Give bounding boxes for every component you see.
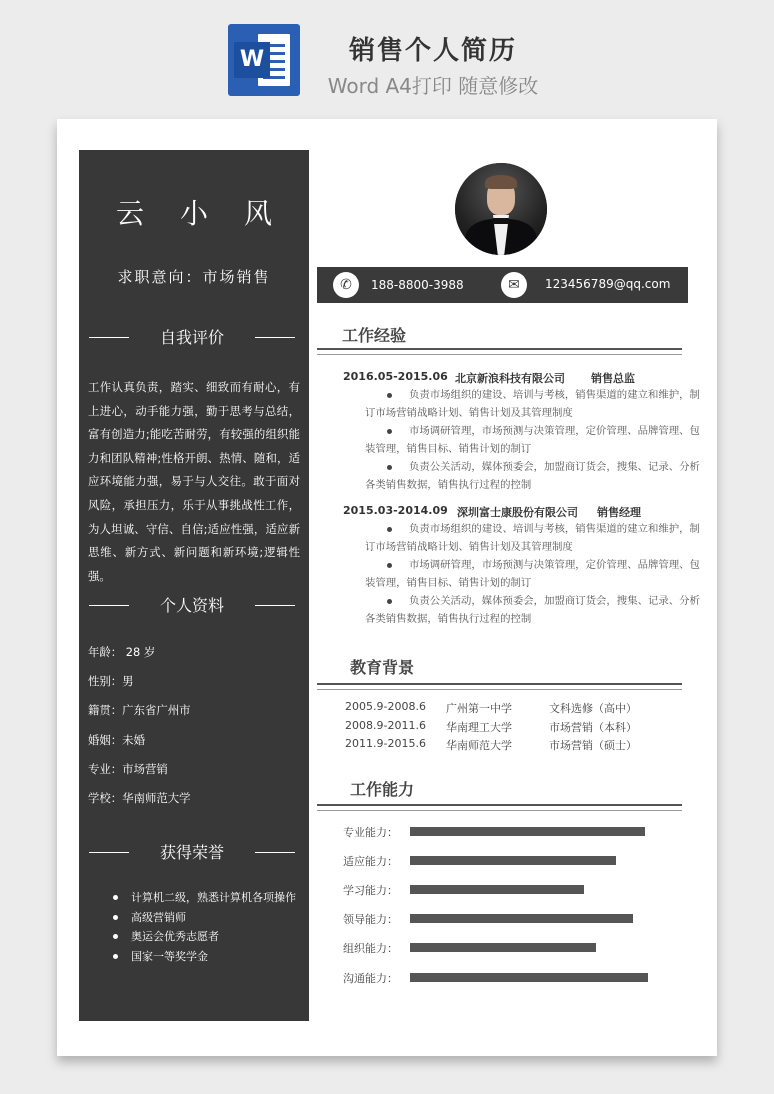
skill-row <box>343 939 663 957</box>
job-position: 销售经理 <box>597 506 641 519</box>
banner <box>0 0 774 118</box>
skill-label: 专业能力： <box>343 826 398 839</box>
job-position: 销售总监 <box>591 372 635 385</box>
contact-bar <box>317 267 688 303</box>
info-marital: 婚姻：未婚 <box>88 733 145 747</box>
section-honors: 获得荣誉 <box>89 841 295 865</box>
job-duty: 负责公关活动，媒体预委会，加盟商订货会，搜集、记录、分析各类销售数据，销售执行过程的控制 <box>365 461 700 491</box>
job-duty: 负责公关活动，媒体预委会，加盟商订货会，搜集、记录、分析各类销售数据，销售执行过程的控制 <box>365 595 700 625</box>
info-school: 学校：华南师范大学 <box>88 791 191 805</box>
job-period: 2015.03-2014.09 <box>343 504 448 517</box>
job-duty: 负责市场组织的建设、培训与考核，销售渠道的建立和维护，制订市场营销战略计划、销售计划及其管理制度 <box>365 523 700 553</box>
email-address: 123456789@qq.com <box>545 277 671 291</box>
job-period: 2016.05-2015.06 <box>343 370 448 383</box>
info-major: 专业：市场营销 <box>88 762 168 776</box>
word-icon: W <box>228 24 300 96</box>
section-self-eval: 自我评价 <box>89 326 295 350</box>
honor-item: 高级营销师 <box>87 908 303 928</box>
honor-item: 计算机二级，熟悉计算机各项操作 <box>87 888 303 908</box>
skill-label: 领导能力： <box>343 913 398 926</box>
skill-bar <box>410 856 616 865</box>
education-row: 2008.9-2011.6 华南理工大学 市场营销（本科） <box>345 719 637 734</box>
skill-label: 适应能力： <box>343 855 398 868</box>
phone-icon: ✆ <box>333 272 359 298</box>
page-subtitle: Word A4打印 随意修改 <box>327 74 539 98</box>
info-gender: 性别：男 <box>88 674 134 688</box>
skill-label: 组织能力： <box>343 942 398 955</box>
job-duty: 市场调研管理，市场预测与决策管理，定价管理、品牌管理、包装管理，销售目标、销售计划的制订 <box>365 559 700 589</box>
education-row: 2005.9-2008.6 广州第一中学 文科选修（高中） <box>345 700 637 715</box>
skill-row <box>343 852 663 870</box>
skill-bar <box>410 973 648 982</box>
honors-list <box>87 888 303 966</box>
job-duty: 市场调研管理，市场预测与决策管理，定价管理、品牌管理、包装管理，销售目标、销售计划的制订 <box>365 425 700 455</box>
job-company: 北京新浪科技有限公司 <box>455 372 565 385</box>
info-hometown: 籍贯：广东省广州市 <box>88 703 191 717</box>
job-company: 深圳富士康股份有限公司 <box>457 506 578 519</box>
skill-row <box>343 969 663 987</box>
profile-photo <box>455 163 547 255</box>
candidate-name: 云小风 <box>115 197 308 230</box>
section-personal-info: 个人资料 <box>89 594 295 618</box>
skill-row <box>343 910 663 928</box>
page-title: 销售个人简历 <box>348 36 517 66</box>
sidebar <box>79 150 309 1021</box>
skill-bar <box>410 885 584 894</box>
self-eval-text: 工作认真负责，踏实、细致而有耐心，有上进心，动手能力强，勤于思考与总结，富有创造力;能吃苦耐劳，有较强的组织能力和团队精神;性格开朗、热情、随和，适应环境能力强，易于与人交往。敢于面对风险，承担压力，乐于从事挑战性工作，为人坦诚、守信、自信;适应性强，适应新思维、新方式、新问题和新环境;逻辑性强。 <box>88 380 300 583</box>
job-intent: 求职意向：市场销售 <box>117 268 271 286</box>
skill-row <box>343 881 663 899</box>
education-row: 2011.9-2015.6 华南师范大学 市场营销（硕士） <box>345 737 637 752</box>
skill-row <box>343 823 663 841</box>
skill-label: 学习能力： <box>343 884 398 897</box>
skill-bar <box>410 914 633 923</box>
resume-page: 云小风 求职意向：市场销售 自我评价 工作认真负责，踏实、细致而有耐心，有上进心，动手能力强，勤于思考与总结，富有创造力;能吃苦耐劳，有较强的组织能力和团队精神;性格开朗、热情、随和，适应环境能力强，易于与人交往。敢于面对风险，承担压力，乐于从事挑战性工作，为人坦诚、守信、自信;适应性强，适应新思维、新方式、新问题和新环境;逻辑性强。 个人资料 年龄： 28 岁 性别：男 籍贯：广东省广州市 婚姻：未婚 专业：市场营销 学校：华南师范大学 获得荣誉 计算机二级，熟悉计算机各项操作 高级营销师 奥运会优秀志愿者 国家一等奖学金 ✆ 188-8800-3988 ✉ 123456789@qq.com 工作经验 2016.05-2015.06 北京新浪科技有限公司 销售总监 负责市场组织的建设、培训与考核，销售渠道的建立和维护，制订市场营销战略计划、销售计划及其管理制度 市场调研管理，市场预测与决策管理，定价管理、品牌管理、包装管理，销售目标、销售计划的制订 负责公关活动，媒体预委会，加盟商订货会，搜集、记录、分析各类销售数据，销售执行过程的控制 2015.03-2014.09 深圳富士康股份有限公司 销售经理 负责市场组织的建设、培训与考核，销售渠道的建立和维护，制订市场营销战略计划、销售计划及其管理制度 市场调研管理，市场预测与决策管理，定价管理、品牌管理、包装管理，销售目标、销售计划的制订 负责公关活动，媒体预委会，加盟商订货会，搜集、记录、分析各类销售数据，销售执行过程的控制 教育背景 2005.9-2008.6 广州第一中学 文科选修（高中） 2008.9-2011.6 华南理工大学 市场营销（本科） 2011.9-2015.6 华南师范大学 市场营销（硕士） 工作能力 专业能力： 适应能力： 学习能力： 领导能力： 组织能力： 沟通能力： <box>57 119 717 1056</box>
info-age: 年龄： 28 岁 <box>88 645 156 659</box>
mail-icon: ✉ <box>501 272 527 298</box>
phone-number: 188-8800-3988 <box>371 278 464 292</box>
job-duty: 负责市场组织的建设、培训与考核，销售渠道的建立和维护，制订市场营销战略计划、销售计划及其管理制度 <box>365 389 700 419</box>
skill-label: 沟通能力： <box>343 972 398 985</box>
skill-bar <box>410 827 645 836</box>
skill-bar <box>410 943 596 952</box>
honor-item: 国家一等奖学金 <box>87 947 303 967</box>
honor-item: 奥运会优秀志愿者 <box>87 927 303 947</box>
